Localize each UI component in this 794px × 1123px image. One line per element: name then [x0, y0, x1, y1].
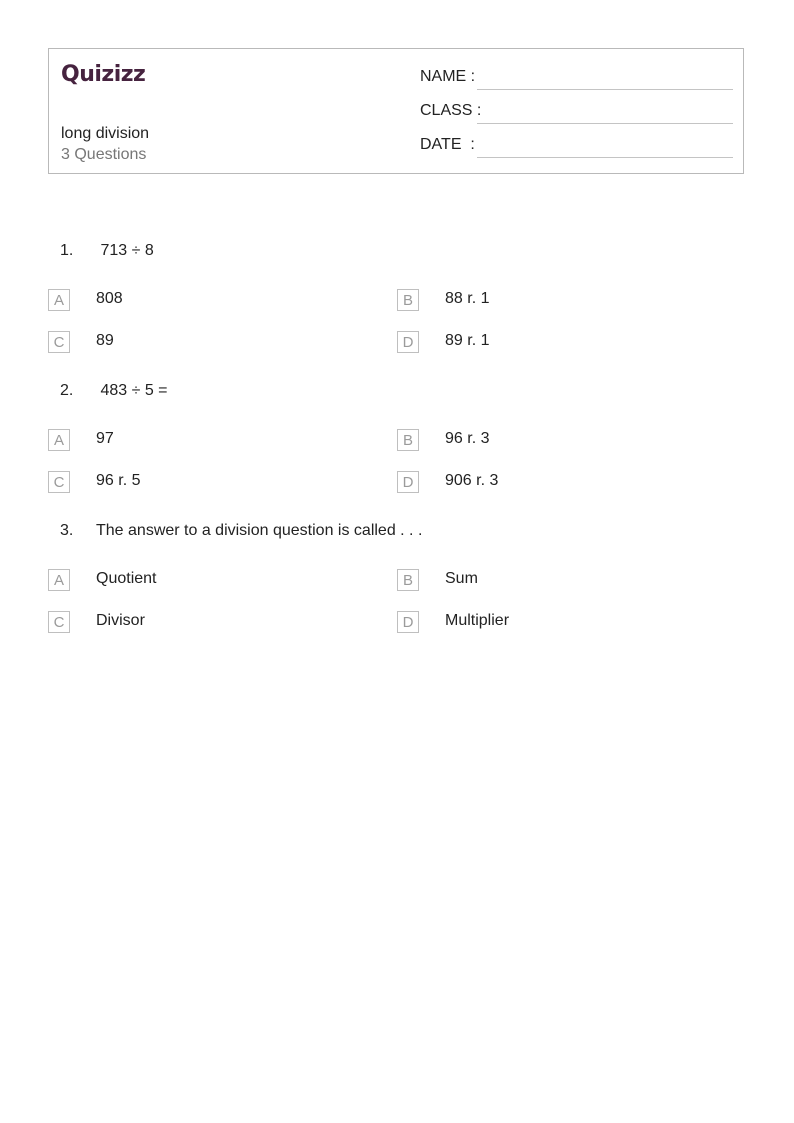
option-letter-box: A [48, 429, 70, 451]
option-text: Divisor [96, 612, 145, 629]
worksheet-title: long division [61, 125, 150, 142]
class-label: CLASS : [420, 102, 482, 119]
date-field [420, 136, 733, 158]
quizizz-logo [61, 59, 153, 87]
name-field [420, 68, 733, 90]
option-letter-box: D [397, 331, 419, 353]
option-letter-box: C [48, 471, 70, 493]
option-text: 89 [96, 332, 114, 349]
option-letter-box: B [397, 429, 419, 451]
question-text: 713 ÷ 8 [96, 242, 154, 259]
option-text: 906 r. 3 [445, 472, 499, 489]
name-line[interactable] [477, 89, 733, 90]
question-text: 483 ÷ 5 = [96, 382, 168, 399]
date-label: DATE : [420, 136, 475, 153]
option-letter-box: D [397, 611, 419, 633]
option-text: Sum [445, 570, 478, 587]
option-text: 96 r. 3 [445, 430, 490, 447]
option-text: 88 r. 1 [445, 290, 490, 307]
question-number: 2. [60, 382, 74, 399]
option-letter-box: A [48, 569, 70, 591]
option-text: 97 [96, 430, 114, 447]
option-text: Quotient [96, 570, 157, 587]
question-number: 3. [60, 522, 74, 539]
question-count: 3 Questions [61, 146, 147, 163]
option-letter-box: C [48, 611, 70, 633]
worksheet-header [48, 48, 744, 174]
option-letter-box: A [48, 289, 70, 311]
date-line[interactable] [477, 157, 733, 158]
option-letter-box: C [48, 331, 70, 353]
name-label: NAME : [420, 68, 476, 85]
class-field [420, 102, 733, 124]
option-letter-box: D [397, 471, 419, 493]
option-letter-box: B [397, 569, 419, 591]
option-text: 96 r. 5 [96, 472, 141, 489]
class-line[interactable] [477, 123, 733, 124]
option-text: Multiplier [445, 612, 510, 629]
option-text: 89 r. 1 [445, 332, 490, 349]
svg-text:Quizizz: Quizizz [61, 62, 146, 87]
question-number: 1. [60, 242, 74, 259]
option-text: 808 [96, 290, 123, 307]
option-letter-box: B [397, 289, 419, 311]
question-text: The answer to a division question is called . . . [96, 522, 423, 539]
